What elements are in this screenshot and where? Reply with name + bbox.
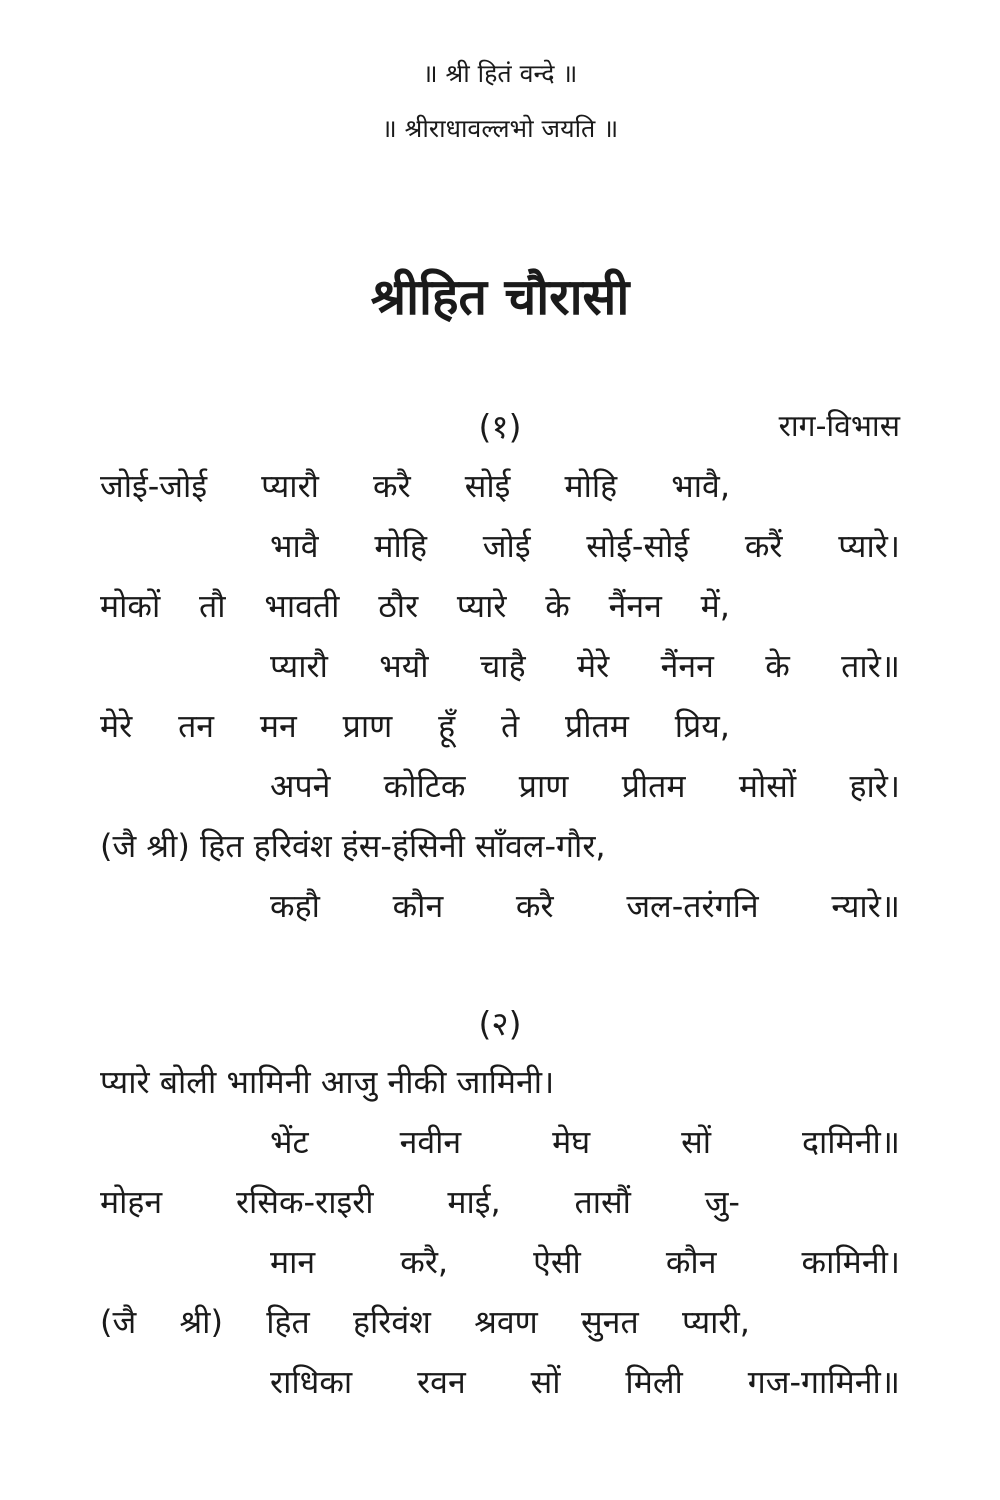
verse-word: करै: [515, 887, 554, 925]
verse-word: सोई: [464, 467, 511, 505]
verse-word: ते: [500, 707, 520, 745]
verse-word: जोई: [482, 527, 531, 565]
verse-word: प्रीतम: [565, 707, 629, 745]
verse-word: करै: [373, 467, 411, 505]
verse-word: प्रीतम: [621, 767, 686, 805]
verse-word: मोसों: [738, 767, 797, 805]
verse-word: ऐसी: [533, 1243, 581, 1281]
verse-word: श्रवण: [474, 1303, 538, 1341]
verse-word: रवन: [417, 1363, 466, 1401]
verse-word: करैं: [744, 527, 783, 565]
verse-word: जोई-जोई: [100, 467, 208, 505]
verse-word: चाहै: [479, 647, 526, 685]
verse-word: प्यारे।: [838, 527, 900, 565]
invocation-line: ॥ श्रीराधावल्लभो जयति ॥: [381, 114, 619, 143]
verse-line: [100, 462, 730, 510]
verse-word: प्यारौ: [261, 467, 319, 505]
verse-word: जल-तरंगनि: [626, 887, 759, 925]
verse-word: (जै: [100, 1303, 137, 1341]
verse-word: भावै: [270, 527, 319, 565]
verse-word: प्रिय,: [674, 707, 730, 745]
verse-word: प्यारे: [456, 587, 507, 625]
verse-line: [270, 1358, 900, 1406]
verse-word: मेरे: [100, 707, 133, 745]
verse-line: [270, 1118, 900, 1166]
verse-word: भेंट: [270, 1123, 309, 1161]
verse-word: भावती: [264, 587, 340, 625]
verse-word: तासौं: [574, 1183, 631, 1221]
verse-word: मेरे: [576, 647, 610, 685]
verse-line: [100, 582, 730, 630]
pad-number: (२): [478, 1004, 522, 1043]
verse-word: भयौ: [379, 647, 429, 685]
verse-word: जु-: [704, 1183, 740, 1221]
verse-word: के: [545, 587, 570, 625]
verse-word: मेघ: [552, 1123, 591, 1161]
verse-word: कोटिक: [383, 767, 466, 805]
verse-line: (जै श्री) हित हरिवंश हंस-हंसिनी साँवल-गौर,: [100, 827, 606, 865]
verse-word: अपने: [270, 767, 331, 805]
verse-word: कौन: [392, 887, 444, 925]
verse-word: सों: [530, 1363, 561, 1401]
verse-line: [100, 1178, 740, 1226]
verse-word: माई,: [447, 1183, 501, 1221]
verse-word: मोहन: [100, 1183, 163, 1221]
page-title: श्रीहित चौरासी: [370, 268, 630, 326]
verse-word: मान: [270, 1243, 316, 1281]
verse-word: कौन: [665, 1243, 717, 1281]
verse-word: मोहि: [374, 527, 428, 565]
verse-line: [270, 762, 900, 810]
verse-word: नवीन: [399, 1123, 462, 1161]
verse-word: प्यारौ: [270, 647, 328, 685]
verse-line: [100, 702, 730, 750]
verse-line: [270, 1238, 900, 1286]
verse-word: मोकों: [100, 587, 161, 625]
verse-word: प्यारी,: [681, 1303, 750, 1341]
verse-word: कहौ: [270, 887, 320, 925]
verse-word: न्यारे॥: [831, 887, 900, 925]
verse-word: नैंनन: [660, 647, 714, 685]
verse-word: हरिवंश: [353, 1303, 431, 1341]
verse-word: कामिनी।: [801, 1243, 900, 1281]
verse-word: दामिनी॥: [802, 1123, 900, 1161]
verse-word: रसिक-राइरी: [235, 1183, 374, 1221]
verse-word: हारे।: [849, 767, 900, 805]
verse-word: तौ: [199, 587, 226, 625]
verse-word: ठौर: [378, 587, 419, 625]
verse-word: तारे॥: [841, 647, 900, 685]
verse-word: सों: [681, 1123, 712, 1161]
verse-line: प्यारे बोली भामिनी आजु नीकी जामिनी।: [100, 1063, 555, 1101]
verse-word: हित: [266, 1303, 310, 1341]
verse-word: सोई-सोई: [586, 527, 690, 565]
verse-word: तन: [178, 707, 215, 745]
verse-line: [270, 522, 900, 570]
raga-name: राग-विभास: [778, 409, 900, 444]
verse-word: नैंनन: [608, 587, 662, 625]
verse-word: करै,: [400, 1243, 449, 1281]
verse-word: भावै,: [671, 467, 730, 505]
verse-line: [270, 642, 900, 690]
verse-word: के: [765, 647, 790, 685]
verse-word: मन: [259, 707, 297, 745]
verse-word: मिली: [625, 1363, 683, 1401]
invocation-line: ॥ श्री हितं वन्दे ॥: [422, 59, 578, 88]
verse-word: गज-गामिनी॥: [747, 1363, 900, 1401]
verse-word: राधिका: [270, 1363, 353, 1401]
verse-word: श्री): [179, 1303, 223, 1341]
verse-line: [100, 1298, 750, 1346]
verse-word: हूँ: [438, 707, 456, 745]
verse-word: प्राण: [342, 707, 393, 745]
verse-line: [270, 882, 900, 930]
verse-word: मोहि: [564, 467, 618, 505]
verse-word: सुनत: [581, 1303, 639, 1341]
pad-number: (१): [478, 407, 522, 446]
verse-word: में,: [700, 587, 730, 625]
verse-word: प्राण: [518, 767, 569, 805]
